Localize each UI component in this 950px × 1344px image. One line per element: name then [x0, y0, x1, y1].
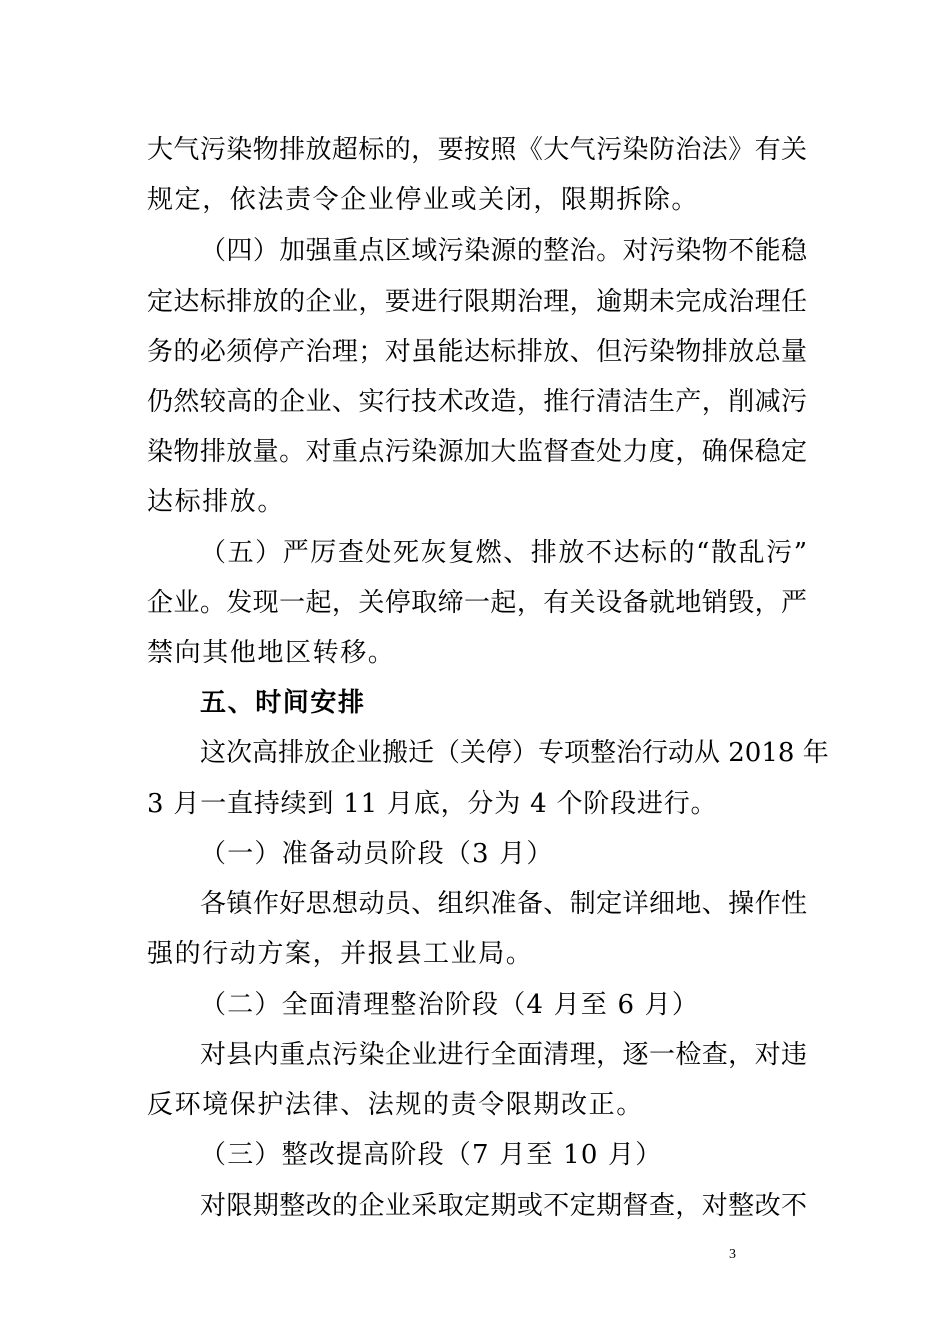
paragraph-line: 定达标排放的企业，要进行限期治理，逾期未完成治理任 [147, 287, 807, 317]
section-5-heading-line: （五）严厉查处死灰复燃、排放不达标的“散乱污” [200, 538, 807, 568]
paragraph-line: 反环境保护法律、法规的责令限期改正。 [147, 1090, 644, 1120]
paragraph-line: 大气污染物排放超标的，要按照《大气污染防治法》有关 [147, 135, 807, 165]
paragraph-line: 规定，依法责令企业停业或关闭，限期拆除。 [147, 185, 700, 215]
paragraph-line: 3 月一直持续到 11 月底，分为 4 个阶段进行。 [147, 789, 718, 819]
phase-3-heading: （三）整改提高阶段（7 月至 10 月） [200, 1140, 663, 1170]
paragraph-line: 达标排放。 [147, 487, 286, 517]
paragraph-line: 对县内重点污染企业进行全面清理，逐一检查，对违 [200, 1040, 807, 1070]
paragraph-line: 企业。发现一起，关停取缔一起，有关设备就地销毁，严 [147, 588, 807, 618]
paragraph-line: 这次高排放企业搬迁（关停）专项整治行动从 2018 年 [200, 738, 829, 768]
paragraph-line: 染物排放量。对重点污染源加大监督查处力度，确保稳定 [147, 437, 807, 467]
phase-1-heading: （一）准备动员阶段（3 月） [200, 839, 554, 869]
section-heading-time-schedule: 五、时间安排 [200, 688, 366, 718]
paragraph-line: 强的行动方案，并报县工业局。 [147, 939, 534, 969]
paragraph-line: 各镇作好思想动员、组织准备、制定详细地、操作性 [200, 889, 807, 919]
section-4-heading-line: （四）加强重点区域污染源的整治。对污染物不能稳 [200, 236, 807, 266]
paragraph-line: 仍然较高的企业、实行技术改造，推行清洁生产，削减污 [147, 387, 807, 417]
phase-2-heading: （二）全面清理整治阶段（4 月至 6 月） [200, 990, 700, 1020]
paragraph-line: 禁向其他地区转移。 [147, 638, 396, 668]
page-number: 3 [729, 1247, 736, 1262]
paragraph-line: 对限期整改的企业采取定期或不定期督查，对整改不 [200, 1191, 807, 1221]
paragraph-line: 务的必须停产治理；对虽能达标排放、但污染物排放总量 [147, 337, 807, 367]
